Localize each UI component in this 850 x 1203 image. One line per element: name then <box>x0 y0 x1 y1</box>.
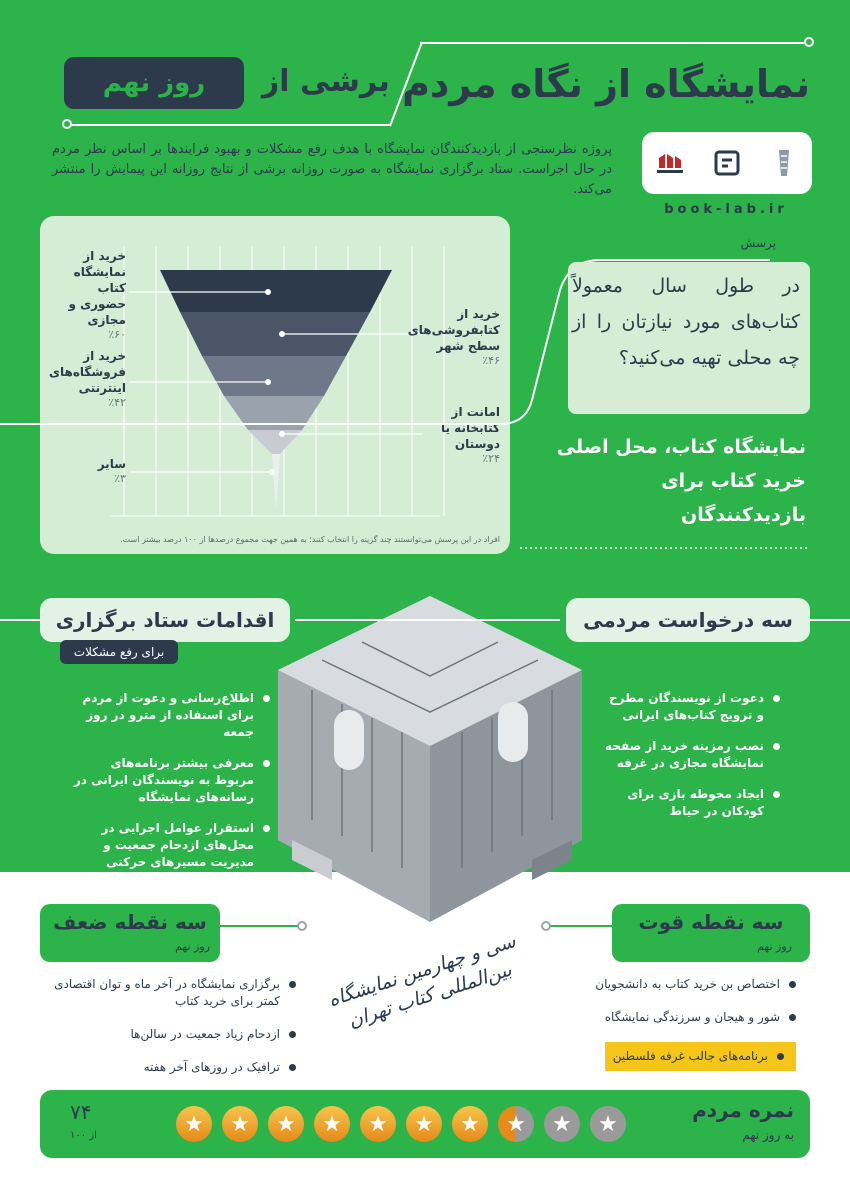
site-url: book-lab.ir <box>664 202 788 217</box>
weak-title: سه نقطه ضعف <box>53 910 207 934</box>
list-item: نصب رمزینه خرید از صفحه نمایشگاه مجازی در غرفه <box>600 738 780 772</box>
weak-day: روز نهم <box>175 940 210 953</box>
list-item: اختصاص بن خرید کتاب به دانشجویان <box>560 976 796 993</box>
funnel-item-label: امانت از کتابخانه یا دوستان <box>440 405 500 451</box>
book-lab-logo-icon <box>766 145 802 181</box>
list-item: دعوت از نویسندگان مطرح و ترویج کتاب‌های ایرانی <box>600 690 780 724</box>
question-text: در طول سال معمولاً کتاب‌های مورد نیازتان را از چه محلی تهیه می‌کنید؟ <box>572 275 800 369</box>
funnel-item-label: خرید از نمایشگاه کتاب حضوری و مجازی <box>68 249 126 327</box>
rating-star-icon: ★ <box>544 1106 580 1142</box>
rating-subtitle: به روز نهم <box>742 1128 794 1142</box>
rating-stars <box>176 1106 626 1142</box>
rating-star-icon: ★ <box>406 1106 442 1142</box>
list-item-text: برنامه‌های جالب غرفه فلسطین <box>613 1048 784 1065</box>
funnel-item-label: سایر <box>97 457 126 471</box>
title-main: نمایشگاه از نگاه مردم <box>402 62 810 106</box>
header-bottom-dot <box>62 119 72 129</box>
funnel-item-pct: ٪۲۴ <box>482 452 500 465</box>
rating-star-icon: ★ <box>314 1106 350 1142</box>
list-item: ترافیک در روزهای آخر هفته <box>50 1059 296 1076</box>
rating-star-icon: ★ <box>498 1106 534 1142</box>
funnel-item-label: خرید از کتابفروشی‌های سطح شهر <box>407 307 500 353</box>
actions-list <box>70 690 270 902</box>
funnel-item-pct: ٪۶۰ <box>108 328 126 341</box>
funnel-item-pct: ٪۴۶ <box>482 354 500 367</box>
list-item: معرفی بیشتر برنامه‌های مربوط به نویسندگان ایرانی در رسانه‌های نمایشگاه <box>70 755 270 806</box>
question-label: پرسش <box>740 236 776 250</box>
list-item: ازدحام زیاد جمعیت در سالن‌ها <box>50 1026 296 1043</box>
rating-star-icon: ★ <box>176 1106 212 1142</box>
strong-title: سه نقطه قوت <box>638 910 784 934</box>
rating-star-icon: ★ <box>360 1106 396 1142</box>
weak-list <box>50 976 296 1092</box>
rating-star-icon: ★ <box>590 1106 626 1142</box>
requests-title: سه درخواست مردمی <box>566 598 810 642</box>
intro-text: پروژه نظرسنجی از بازدیدکنندگان نمایشگاه با هدف رفع مشکلات و بهبود فرایندها بر اساس نظر مردم در حال اجراست. ستاد برگزاری نمایشگاه به صورت روزانه برشی از نتایج روزانه این پیمایش را منتشر می‌کند. <box>52 142 612 197</box>
subtitle: برشی از <box>262 64 390 99</box>
rating-score: ۷۴ <box>70 1100 92 1124</box>
funnel-item-label: خرید از فروشگاه‌های اینترنتی <box>49 349 126 395</box>
funnel-item-pct: ٪۴۲ <box>108 396 126 409</box>
day-badge: روز نهم <box>64 57 244 109</box>
rating-star-icon: ★ <box>452 1106 488 1142</box>
header-top-line <box>420 42 810 44</box>
calligraphy-text: سی و چهارمین نمایشگاه بین‌المللی کتاب تهران <box>325 929 519 1033</box>
list-item: اطلاع‌رسانی و دعوت از مردم برای استفاده از مترو در روز جمعه <box>70 690 270 741</box>
answer-text: نمایشگاه کتاب، محل اصلی خرید کتاب برای بازدیدکنندگان <box>556 436 806 526</box>
book-house-logo-icon <box>652 145 688 181</box>
list-item: برگزاری نمایشگاه در آخر ماه و توان اقتصادی کمتر برای خرید کتاب <box>50 976 296 1010</box>
header-bottom-line <box>70 124 390 126</box>
highlighted-item <box>605 1042 796 1071</box>
strong-day: روز نهم <box>757 940 792 953</box>
rating-star-icon: ★ <box>268 1106 304 1142</box>
actions-subtitle: برای رفع مشکلات <box>60 640 178 664</box>
logo-box <box>642 132 812 194</box>
page-title <box>402 62 810 106</box>
association-logo-icon <box>709 145 745 181</box>
list-item: شور و هیجان و سرزندگی نمایشگاه <box>560 1009 796 1026</box>
rating-out-of: از ۱۰۰ <box>70 1130 97 1141</box>
funnel-item-pct: ٪۳ <box>114 472 126 485</box>
requests-list <box>600 690 780 834</box>
list-item <box>560 1042 796 1071</box>
list-item: ایجاد محوطه بازی برای کودکان در حیاط <box>600 786 780 820</box>
strong-list <box>560 976 796 1087</box>
funnel-note: افراد در این پرسش می‌توانستند چند گزینه را انتخاب کنند؛ به همین جهت مجموع درصدها از ۱۰۰ درصد بیشتر است. <box>120 535 500 544</box>
rating-star-icon: ★ <box>222 1106 258 1142</box>
rating-title: نمره مردم <box>692 1098 794 1122</box>
calligraphy-logo <box>316 928 536 1038</box>
header-top-dot <box>804 37 814 47</box>
actions-title: اقدامات ستاد برگزاری <box>40 598 290 642</box>
list-item: استقرار عوامل اجرایی در محل‌های ازدحام جمعیت و مدیریت مسیرهای حرکتی بازدیدکنندگان <box>70 820 270 888</box>
